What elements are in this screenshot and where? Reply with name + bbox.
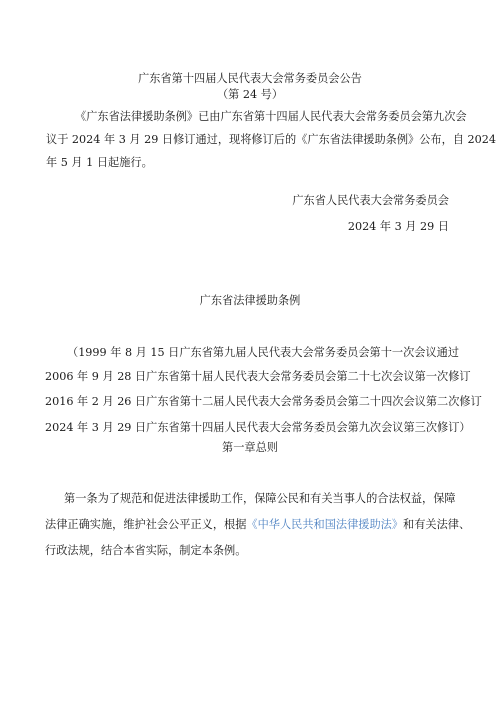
announcement-date: 2024 年 3 月 29 日 [347,220,449,233]
article-1-line-2 [45,517,470,532]
article-1-line-3: 行政法规，结合本省实际，制定本条例。 [45,544,247,557]
legal-aid-law-link[interactable]: 《中华人民共和国法律援助法》 [246,518,404,531]
regulation-history-line-3: 2016 年 2 月 26 日广东省第十二届人民代表大会常务委员会第二十四次会议第二次修订 [45,395,482,408]
chapter-title: 第一章总则 [222,441,278,454]
announcement-issuer: 广东省人民代表大会常务委员会 [292,194,449,207]
article-1-line-1: 第一条为了规范和促进法律援助工作，保障公民和有关当事人的合法权益，保障 [64,492,456,505]
regulation-title: 广东省法律援助条例 [199,294,301,307]
article-1-text: 法律正确实施，维护社会公平正义，根据 [45,518,247,531]
announcement-body-line-1: 《广东省法律援助条例》已由广东省第十四届人民代表大会常务委员会第九次会 [75,110,467,123]
announcement-title: 广东省第十四届人民代表大会常务委员会公告 [138,72,362,85]
announcement-body-line-3: 年 5 月 1 日起施行。 [46,156,153,169]
regulation-history-line-2: 2006 年 9 月 28 日广东省第十届人民代表大会常务委员会第二十七次会议第一次修订 [45,370,471,383]
article-1-text-cont: 和有关法律、 [403,518,471,531]
announcement-number: （第 24 号） [216,88,284,101]
regulation-history-line-1: （1999 年 8 月 15 日广东省第九届人民代表大会常务委员会第十一次会议通过 [67,346,460,359]
regulation-history-line-4: 2024 年 3 月 29 日广东省第十四届人民代表大会常务委员会第九次会议第三次修订） [45,421,471,434]
announcement-body-line-2: 议于 2024 年 3 月 29 日修订通过，现将修订后的《广东省法律援助条例》公布，自 2024 [46,133,497,146]
